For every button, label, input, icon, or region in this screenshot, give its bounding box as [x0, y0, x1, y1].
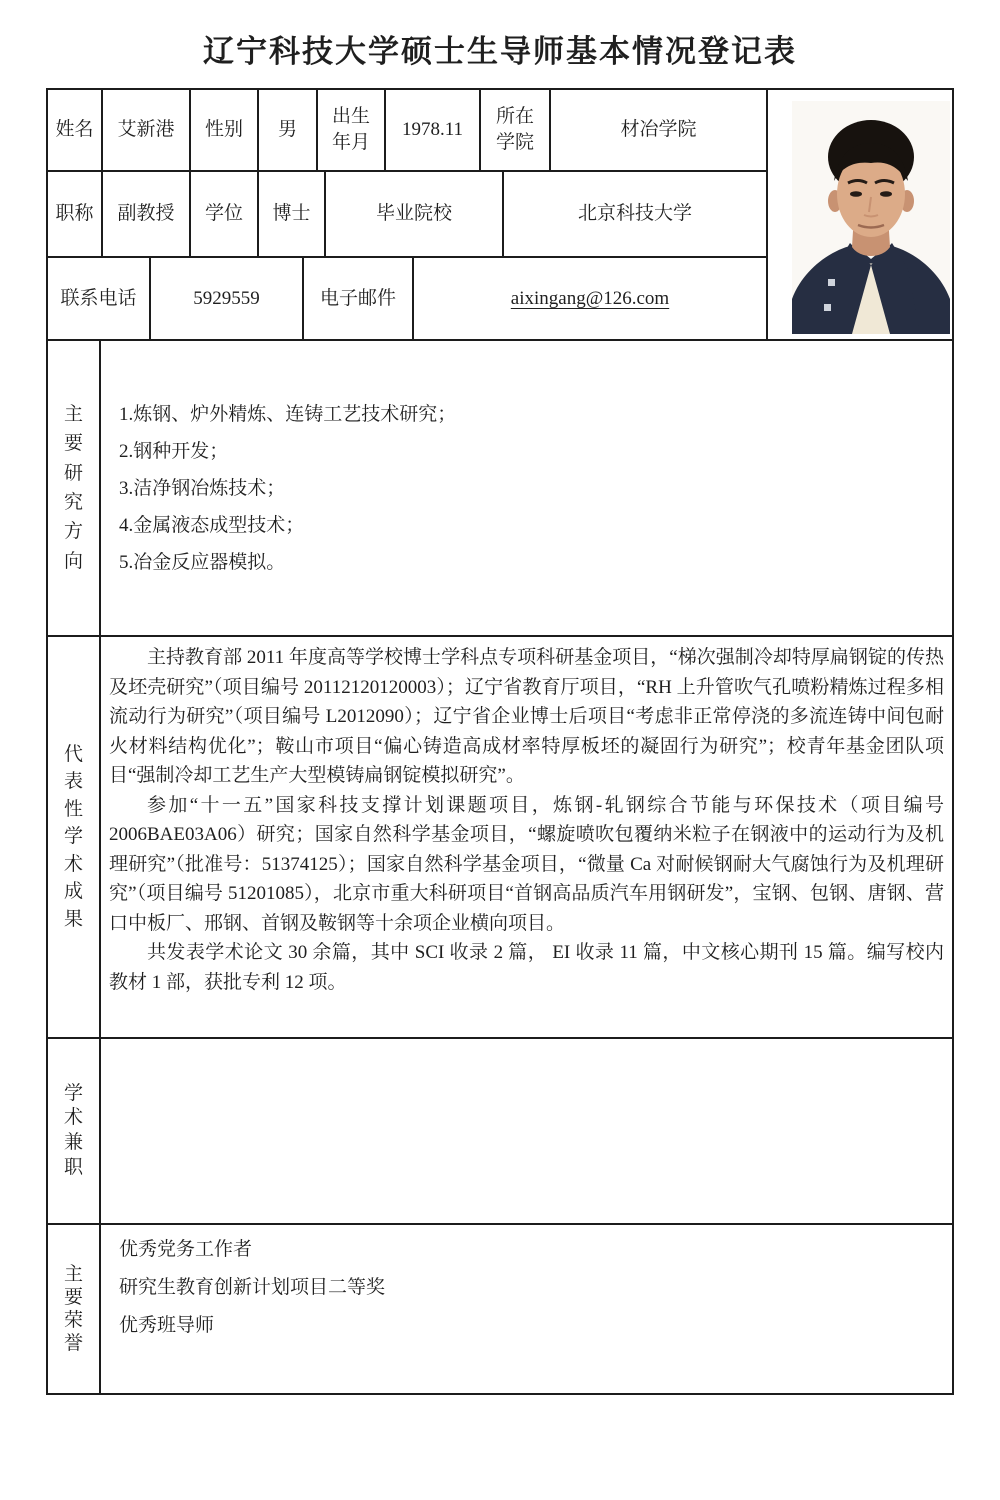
row-academic-positions	[48, 1039, 952, 1225]
page-title: 辽宁科技大学硕士生导师基本情况登记表	[203, 34, 797, 69]
research-section-label: 主要研究方向	[64, 403, 84, 572]
academic-positions-content	[101, 1039, 952, 1223]
name-label: 姓名	[48, 90, 103, 170]
honor-item: 优秀班导师	[119, 1315, 215, 1336]
honors-label-cell	[48, 1225, 101, 1393]
honors-label: 主要荣誉	[64, 1263, 84, 1355]
jacket-button	[824, 304, 831, 311]
row-basic-1	[48, 90, 768, 172]
id-photo	[792, 101, 950, 334]
row-basic-3	[48, 258, 768, 341]
email-cell	[414, 258, 768, 339]
birth-label: 出生年月	[318, 90, 386, 170]
registration-table	[46, 88, 954, 1395]
email-label: 电子邮件	[304, 258, 414, 339]
photo-cell	[768, 90, 952, 341]
row-research	[48, 341, 952, 637]
row-achievements	[48, 637, 952, 1039]
honors-content	[101, 1225, 952, 1393]
research-item: 1.炼钢、炉外精炼、连铸工艺技术研究；	[119, 403, 457, 425]
phone-value: 5929559	[151, 258, 304, 339]
alma-mater-value: 北京科技大学	[504, 172, 768, 256]
job-title-value: 副教授	[103, 172, 191, 256]
achievements-section-label-cell	[48, 637, 101, 1037]
name-value: 艾新港	[103, 90, 191, 170]
achievements-content	[101, 637, 952, 1037]
achievements-paragraph: 主持教育部 2011 年度高等学校博士学科点专项科研基金项目，“梯次强制冷却特厚扁钢锭的传热及坯壳研究”（项目编号 20112120120003）；辽宁省教育厅项目，“RH 上升管吹气孔喷粉精炼过程多相流动行为研究”（项目编号 L2012090）；辽宁省企业博士后项目“考虑非正常停浇的多流连铸中间包耐火材料结构优化”；鞍山市项目“偏心铸造高成材率特厚板坯的凝固行为研究”；校青年基金团队项目“强制冷却工艺生产大型模铸扁钢锭模拟研究”。	[109, 647, 944, 786]
birth-value: 1978.11	[386, 90, 481, 170]
jacket-button	[828, 279, 835, 286]
job-title-label: 职称	[48, 172, 103, 256]
honor-item: 研究生教育创新计划项目二等奖	[119, 1277, 386, 1298]
honor-item: 优秀党务工作者	[119, 1239, 253, 1260]
alma-mater-label: 毕业院校	[326, 172, 504, 256]
research-item: 4.金属液态成型技术；	[119, 514, 305, 536]
college-label: 所在学院	[481, 90, 551, 170]
academic-positions-label: 学术兼职	[64, 1082, 84, 1178]
research-content	[101, 341, 952, 635]
gender-label: 性别	[191, 90, 259, 170]
email-link[interactable]: aixingang@126.com	[510, 287, 670, 309]
achievements-section-label: 代表性学术成果	[64, 743, 84, 930]
achievements-paragraph: 参加“十一五”国家科技支撑计划课题项目，炼钢-轧钢综合节能与环保技术（项目编号 2006BAE03A06）研究；国家自然科学基金项目，“螺旋喷吹包覆纳米粒子在钢液中的运动行为及机理研究”（批准号：51374125）；国家自然科学基金项目，“微量 Ca 对耐候钢耐大气腐蚀行为及机理研究”（项目编号 51201085），北京市重大科研项目“首钢高品质汽车用钢研发”，宝钢、包钢、唐钢、营口中板厂、邢钢、首钢及鞍钢等十余项企业横向项目。	[109, 794, 944, 934]
row-honors	[48, 1225, 952, 1393]
eye-right	[880, 191, 892, 197]
research-section-label-cell	[48, 341, 101, 635]
research-item: 5.冶金反应器模拟。	[119, 551, 286, 573]
phone-label: 联系电话	[48, 258, 151, 339]
degree-value: 博士	[259, 172, 326, 256]
degree-label: 学位	[191, 172, 259, 256]
eye-left	[850, 191, 862, 197]
research-item: 3.洁净钢冶炼技术；	[119, 477, 286, 499]
achievements-paragraph: 共发表学术论文 30 余篇，其中 SCI 收录 2 篇， EI 收录 11 篇，中文核心期刊 15 篇。编写校内教材 1 部，获批专利 12 项。	[109, 942, 944, 993]
academic-positions-label-cell	[48, 1039, 101, 1223]
gender-value: 男	[259, 90, 318, 170]
row-basic-2	[48, 172, 768, 258]
research-item: 2.钢种开发；	[119, 440, 229, 462]
college-value: 材冶学院	[551, 90, 768, 170]
